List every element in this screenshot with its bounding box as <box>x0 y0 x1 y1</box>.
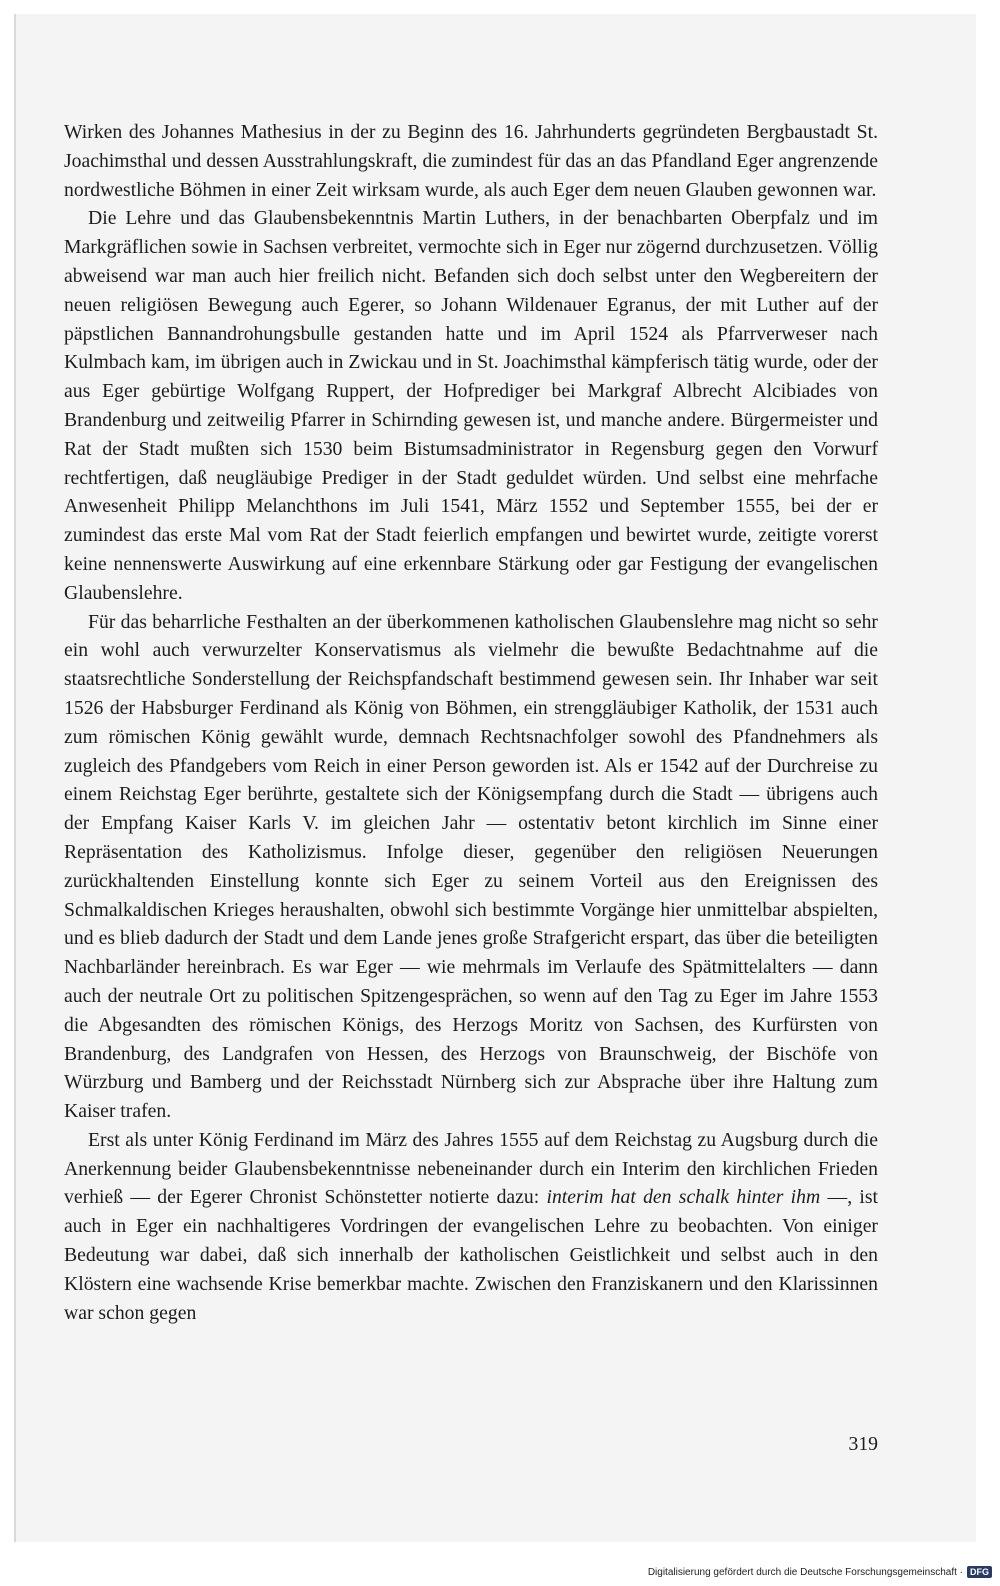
paragraph: Wirken des Johannes Mathesius in der zu Beginn des 16. Jahrhunderts gegründeten Bergbaustadt St. Joachimsthal und dessen Ausstrahlungskraft, die zumindest für das an das Pfandland Eger angrenzende nordwestliche Böhmen in einer Zeit wirksam wurde, als auch Eger dem neuen Glauben gewonnen war. <box>64 121 878 201</box>
body-text <box>64 118 878 1327</box>
paragraph-text: Erst als unter König Ferdinand im März des Jahres 1555 auf dem Reichstag zu Augsburg durch die Anerkennung beider Glaubensbekenntnisse nebeneinander durch ein Interim den kirchlichen Frieden verhieß — der Egerer Chronist Schönstetter notierte dazu: <box>64 1128 878 1209</box>
paragraph-text: —, ist auch in Eger ein nachhaltigeres Vordringen der evangelischen Lehre zu beobachten. Von einiger Bedeutung war dabei, daß sich innerhalb der katholischen Geistlichkeit und selbst auch in den Klöstern eine wachsende Krise bemerkbar machte. Zwischen den Franziskanern und den Klarissinnen war schon gegen <box>64 1186 878 1324</box>
paragraph: Für das beharrliche Festhalten an der überkommenen katholischen Glaubenslehre mag nicht so sehr ein wohl auch verwurzelter Konservatismus als vielmehr die bewußte Bedachtnahme auf die staatsrechtliche Sonderstellung der Reichspfandschaft bestimmend gewesen sein. Ihr Inhaber war seit 1526 der Habsburger Ferdinand als König von Böhmen, ein strenggläubiger Katholik, der 1531 auch zum römischen König gewählt wurde, demnach Rechtsnachfolger sowohl des Pfandnehmers als zugleich des Pfandgebers vom Reich in einer Person geworden ist. Als er 1542 auf der Durchreise zu einem Reichstag Eger berührte, gestaltete sich der Königsempfang durch die Stadt — übrigens auch der Empfang Kaiser Karls V. im gleichen Jahr — ostentativ betont kirchlich im Sinne einer Repräsentation des Katholizismus. Infolge dieser, gegenüber den religiösen Neuerungen zurückhaltenden Einstellung konnte sich Eger zu seinem Vorteil aus den Ereignissen des Schmalkaldischen Krieges heraushalten, obwohl sich bestimmte Vorgänge hier unmittelbar abspielten, und es blieb dadurch der Stadt und dem Lande jenes große Strafgericht erspart, das über die beteiligten Nachbarländer hereinbrach. Es war Eger — wie mehrmals im Verlaufe des Spätmittelalters — dann auch der neutrale Ort zu politischen Spitzengesprächen, so wenn auf den Tag zu Eger im Jahre 1553 die Abgesandten des römischen Königs, des Herzogs Moritz von Sachsen, des Kurfürsten von Brandenburg, des Landgrafen von Hessen, des Herzogs von Braunschweig, der Bischöfe von Würzburg und Bamberg und der Reichsstadt Nürnberg sich zur Absprache über ihre Haltung zum Kaiser trafen. <box>64 610 878 1123</box>
paragraph <box>64 1126 878 1328</box>
dfg-logo-icon: DFG <box>967 1566 992 1578</box>
quote-italic: interim hat den schalk hinter ihm <box>546 1186 821 1209</box>
paragraph: Die Lehre und das Glaubensbekenntnis Martin Luthers, in der benachbarten Oberpfalz und im Markgräflichen sowie in Sachsen verbreitet, vermochte sich in Eger nur zögernd durchzusetzen. Völlig abweisend war man auch hier freilich nicht. Befanden sich doch selbst unter den Wegbereitern der neuen religiösen Bewegung auch Egerer, so Johann Wildenauer Egranus, der mit Luther auf der päpstlichen Bannandrohungsbulle gestanden hatte und im April 1524 als Pfarrverweser nach Kulmbach kam, im übrigen auch in Zwickau und in St. Joachimsthal kämpferisch tätig wurde, oder der aus Eger gebürtige Wolfgang Ruppert, der Hofprediger bei Markgraf Albrecht Alcibiades von Brandenburg und zeitweilig Pfarrer in Schirnding gewesen ist, und manche andere. Bürgermeister und Rat der Stadt mußten sich 1530 beim Bistumsadministrator in Regensburg gegen den Vorwurf rechtfertigen, daß neugläubige Prediger in der Stadt geduldet würden. Und selbst eine mehrfache Anwesenheit Philipp Melanchthons im Juli 1541, März 1552 und September 1555, bei der er zumindest das erste Mal vom Rat der Stadt feierlich empfangen und bewirtet wurde, zeitigte vorerst keine nennenswerte Auswirkung auf eine erkennbare Stärkung oder gar Festigung der evangelischen Glaubenslehre. <box>64 207 878 604</box>
digitization-footer <box>648 1566 992 1578</box>
page-number: 319 <box>848 1433 878 1455</box>
footer-credit: Digitalisierung gefördert durch die Deutsche Forschungsgemeinschaft · <box>647 1566 963 1578</box>
